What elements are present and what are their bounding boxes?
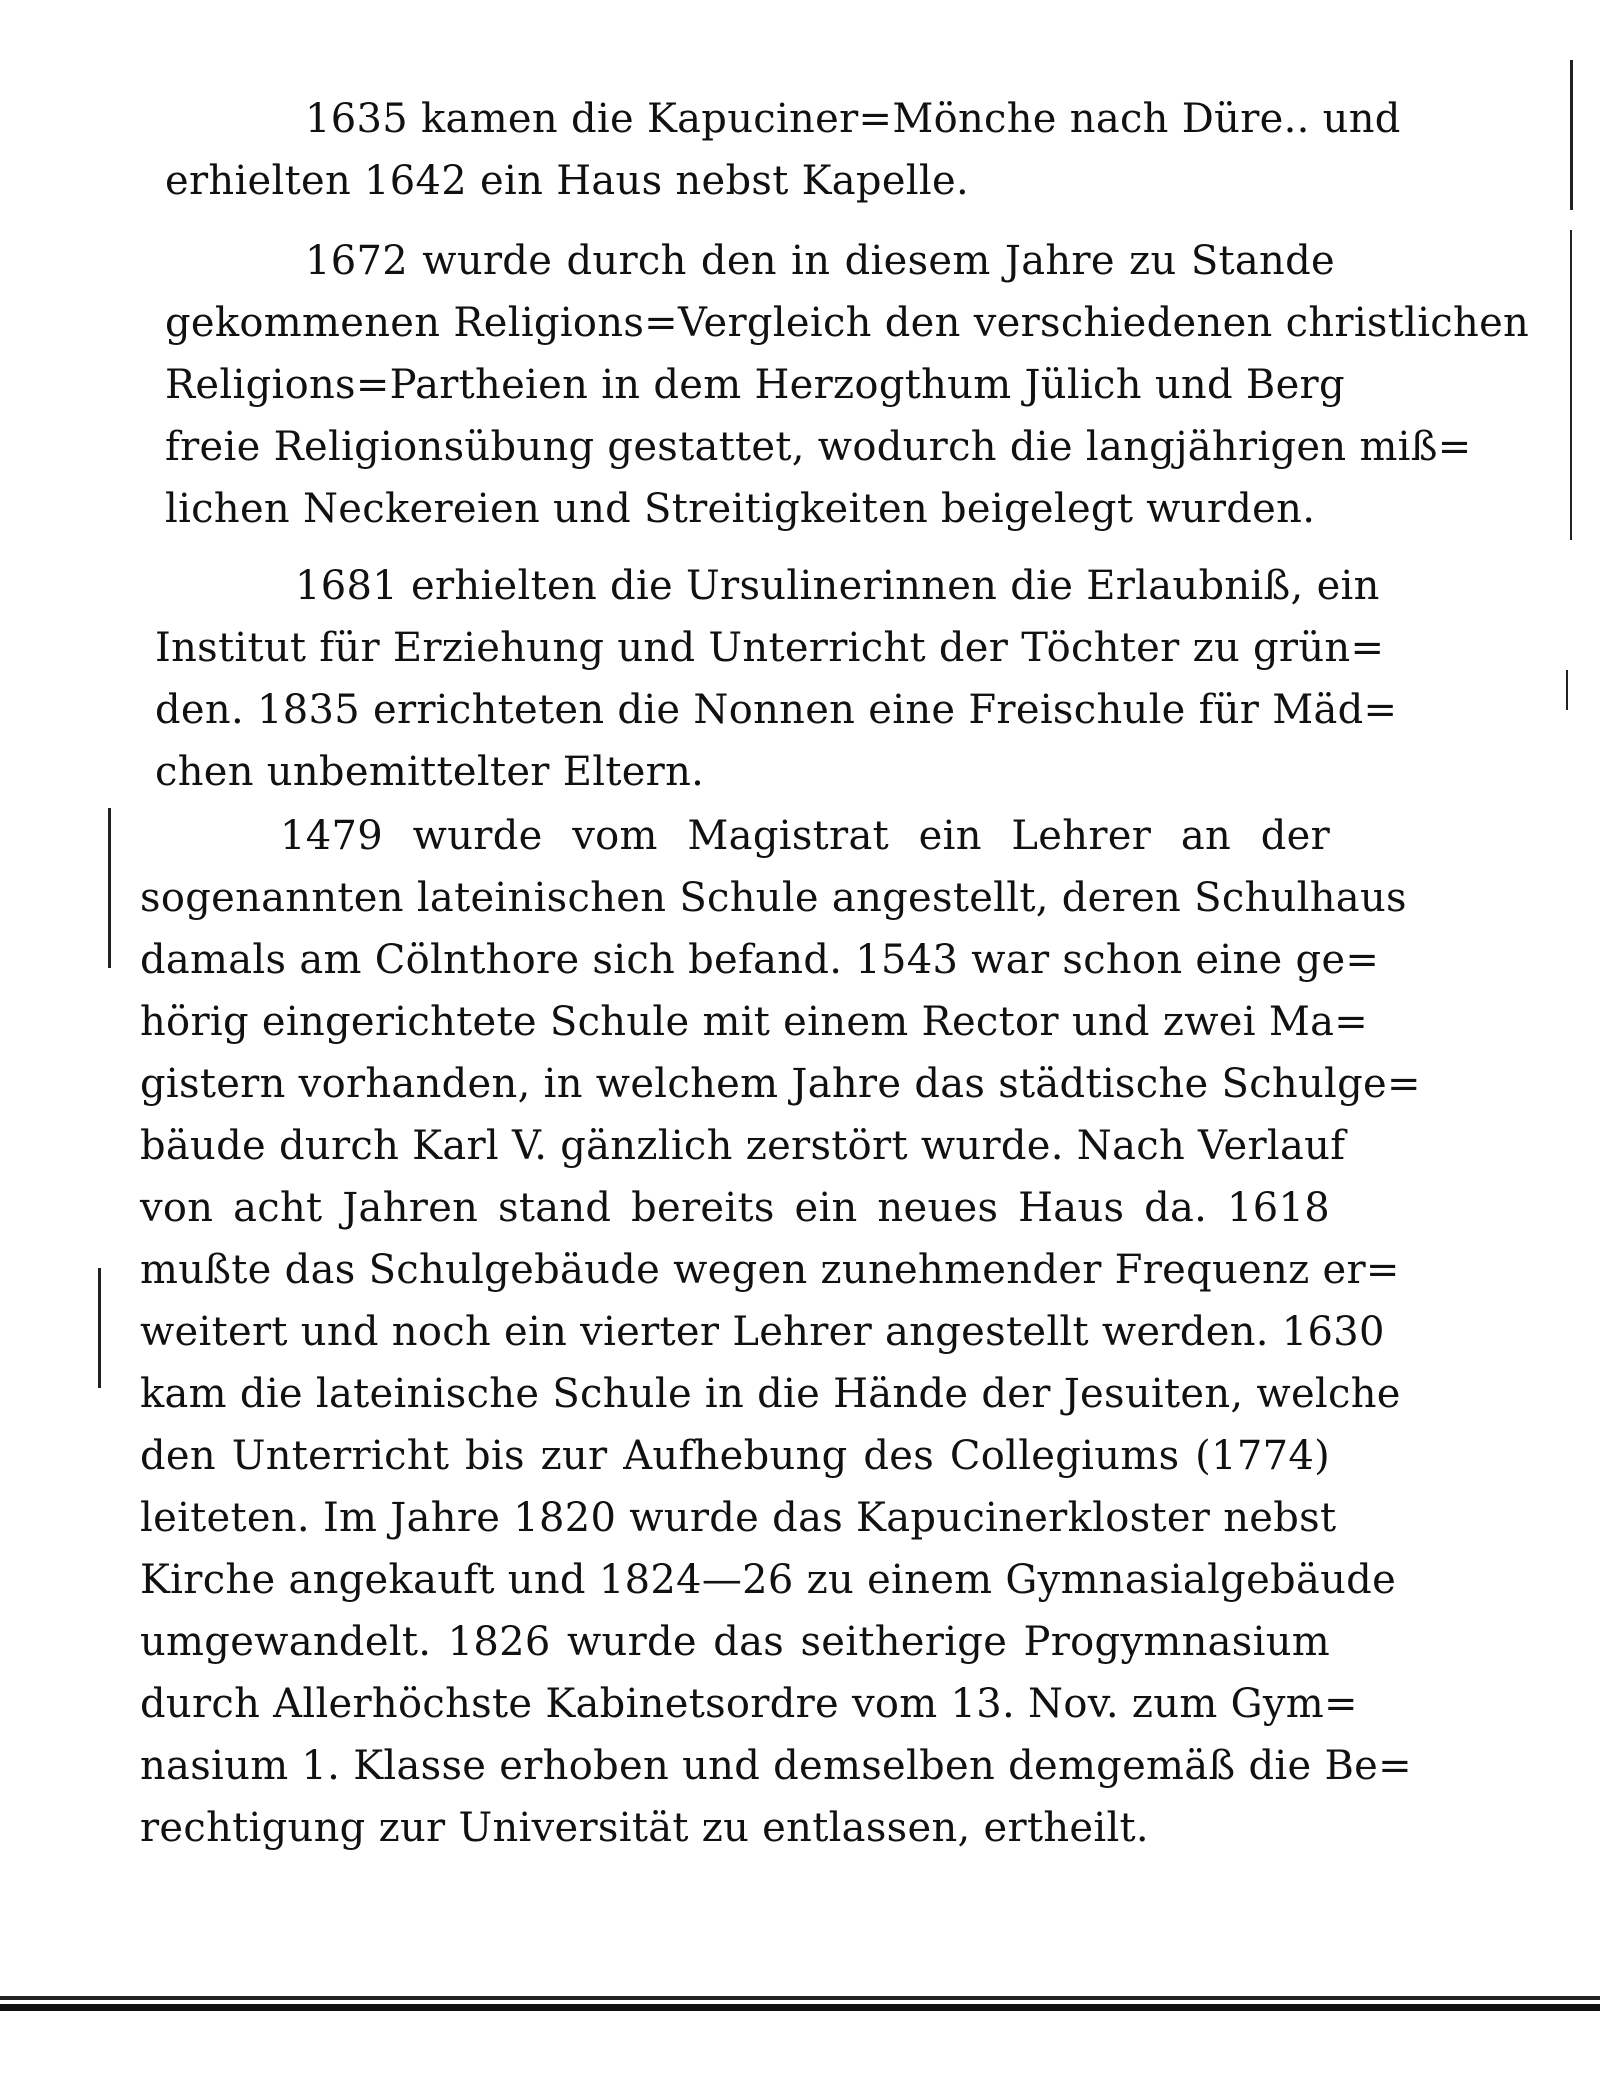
- text-line: rechtigung zur Universität zu entlassen, ertheilt.: [140, 1805, 1149, 1851]
- text-line: damals am Cölnthore sich befand. 1543 war schon eine ge=: [140, 937, 1380, 983]
- paragraph-1672: [165, 230, 1530, 540]
- margin-mark: [108, 808, 111, 968]
- text-line: den Unterricht bis zur Aufhebung des Collegiums (1774): [140, 1433, 1330, 1479]
- text-line: Institut für Erziehung und Unterricht der Töchter zu grün=: [155, 625, 1385, 671]
- text-line: durch Allerhöchste Kabinetsordre vom 13. Nov. zum Gym=: [140, 1681, 1358, 1727]
- text-line: gekommenen Religions=Vergleich den verschiedenen christlichen: [165, 300, 1530, 346]
- page-edge-mark: [1566, 670, 1568, 710]
- text-line: 1479 wurde vom Magistrat ein Lehrer an der: [280, 813, 1330, 859]
- paragraph-1635: [165, 88, 1401, 212]
- text-line: weitert und noch ein vierter Lehrer angestellt werden. 1630: [140, 1309, 1385, 1355]
- text-line: nasium 1. Klasse erhoben und demselben demgemäß die Be=: [140, 1743, 1412, 1789]
- footer-rule-thin: [0, 1996, 1600, 2000]
- text-line: 1672 wurde durch den in diesem Jahre zu Stande: [305, 238, 1335, 284]
- text-line: hörig eingerichtete Schule mit einem Rector und zwei Ma=: [140, 999, 1369, 1045]
- footer-rule-thick: [0, 2004, 1600, 2011]
- text-line: den. 1835 errichteten die Nonnen eine Freischule für Mäd=: [155, 687, 1398, 733]
- text-line: mußte das Schulgebäude wegen zunehmender Frequenz er=: [140, 1247, 1400, 1293]
- text-line: umgewandelt. 1826 wurde das seitherige Progymnasium: [140, 1619, 1330, 1665]
- text-line: gistern vorhanden, in welchem Jahre das städtische Schulge=: [140, 1061, 1421, 1107]
- text-line: freie Religionsübung gestattet, wodurch die langjährigen miß=: [165, 424, 1472, 470]
- text-line: leiteten. Im Jahre 1820 wurde das Kapucinerkloster nebst: [140, 1495, 1337, 1541]
- text-line: Kirche angekauft und 1824—26 zu einem Gymnasialgebäude: [140, 1557, 1397, 1603]
- text-line: erhielten 1642 ein Haus nebst Kapelle.: [165, 158, 969, 204]
- text-line: lichen Neckereien und Streitigkeiten beigelegt wurden.: [165, 486, 1316, 532]
- text-line: bäude durch Karl V. gänzlich zerstört wurde. Nach Verlauf: [140, 1123, 1346, 1169]
- page-edge-mark: [1570, 60, 1573, 210]
- text-line: von acht Jahren stand bereits ein neues Haus da. 1618: [140, 1185, 1330, 1231]
- paragraph-1479: [140, 805, 1421, 1859]
- text-line: kam die lateinische Schule in die Hände der Jesuiten, welche: [140, 1371, 1401, 1417]
- page-edge-mark: [1570, 230, 1572, 540]
- text-line: 1635 kamen die Kapuciner=Mönche nach Düre.. und: [305, 96, 1401, 142]
- text-line: chen unbemittelter Eltern.: [155, 749, 705, 795]
- margin-mark: [98, 1268, 101, 1388]
- text-line: Religions=Partheien in dem Herzogthum Jülich und Berg: [165, 362, 1345, 408]
- text-line: sogenannten lateinischen Schule angestellt, deren Schulhaus: [140, 875, 1407, 921]
- paragraph-1681: [155, 555, 1398, 803]
- text-line: 1681 erhielten die Ursulinerinnen die Erlaubniß, ein: [295, 563, 1380, 609]
